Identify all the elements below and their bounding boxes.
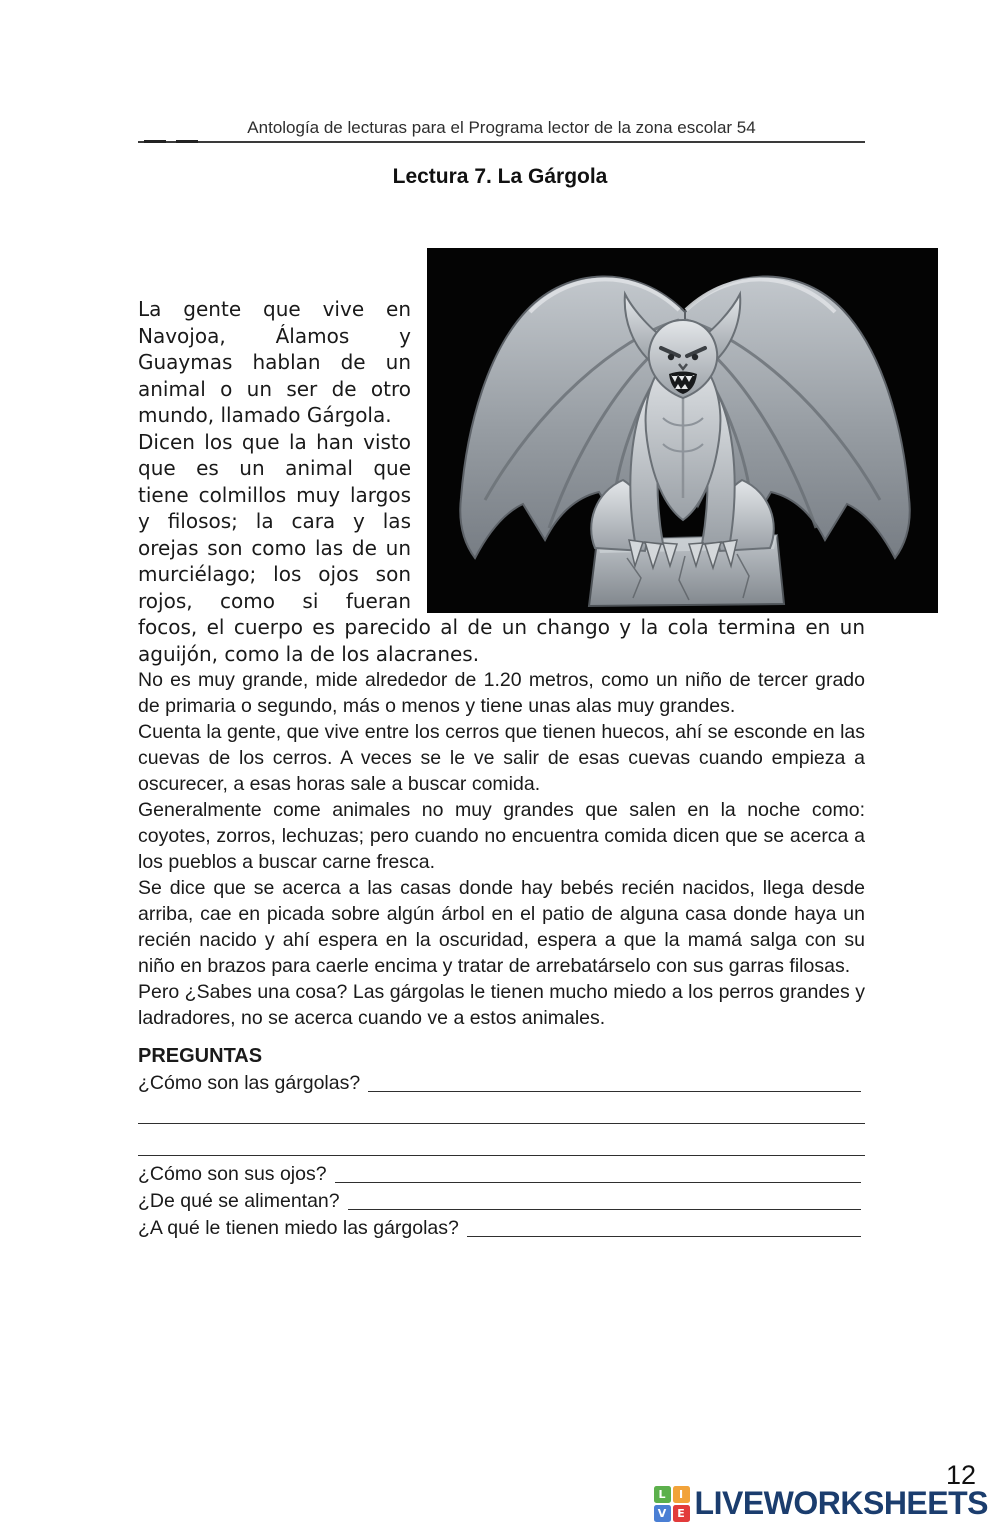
- question-label: ¿Cómo son sus ojos?: [138, 1163, 327, 1185]
- page-header: [138, 118, 865, 143]
- liveworksheets-logo-icon: [654, 1486, 690, 1522]
- question-row: [138, 1161, 865, 1188]
- reading-paragraph: Se dice que se acerca a las casas donde hay bebés recién nacidos, llega desde arriba, cae en picada sobre algún árbol en el patio de alguna casa donde haya un recién nacido y ahí espera en la oscuridad, espera a que la mamá salga con su niño en brazos para caerle encima y tratar de arrebatárselo con sus garras filosas.: [138, 877, 865, 977]
- logo-tile-l: L: [654, 1486, 671, 1503]
- answer-line[interactable]: [335, 1182, 861, 1183]
- header-text: Antología de lecturas para el Programa lector de la zona escolar 54: [247, 118, 756, 137]
- gargoyle-image: [427, 248, 938, 613]
- question-label: ¿De qué se alimentan?: [138, 1190, 340, 1212]
- page-number: 12: [945, 1460, 976, 1490]
- question-label: ¿Cómo son las gárgolas?: [138, 1072, 361, 1094]
- logo-tile-e: E: [673, 1505, 690, 1522]
- reading-paragraph: No es muy grande, mide alrededor de 1.20 metros, como un niño de tercer grado de primaria o segundo, más o menos y tiene unas alas muy grandes.: [138, 669, 865, 717]
- reading-text: [138, 296, 865, 1031]
- liveworksheets-logo-text: LIVEWORKSHEETS: [694, 1485, 988, 1521]
- questions-heading: PREGUNTAS: [138, 1045, 263, 1067]
- page-title: Lectura 7. La Gárgola: [392, 165, 608, 188]
- gargoyle-statue-illustration: [427, 248, 938, 613]
- answer-line[interactable]: [467, 1236, 861, 1237]
- question-row: [138, 1215, 865, 1242]
- liveworksheets-logo[interactable]: [654, 1485, 988, 1522]
- reading-paragraph: Generalmente come animales no muy grandes que salen en la noche como: coyotes, zorros, lechuzas; pero cuando no encuentra comida dicen que se acerca a los pueblos a buscar carne fresca.: [138, 799, 865, 873]
- answer-line[interactable]: [368, 1091, 861, 1092]
- reading-paragraph: Dicen los que la han visto que es un animal que tiene colmillos muy largos y filosos; la cara y las orejas son como las de un murciélago; los ojos son rojos, como si fueran focos, el cuerpo es parecido al de un chango y la cola termina en un aguijón, como la de los alacranes.: [138, 429, 865, 666]
- reading-paragraph: Pero ¿Sabes una cosa? Las gárgolas le tienen mucho miedo a los perros grandes y ladradores, no se acerca cuando ve a estos animales.: [138, 981, 865, 1029]
- question-label: ¿A qué le tienen miedo las gárgolas?: [138, 1217, 459, 1239]
- reading-paragraph: Cuenta la gente, que vive entre los cerros que tienen huecos, ahí se esconde en las cuevas de los cerros. A veces se le ve salir de esas cuevas cuando empieza a oscurecer, a esas horas sale a buscar comida.: [138, 721, 865, 795]
- question-row: [138, 1188, 865, 1215]
- reading-paragraph: La gente que vive en Navojoa, Álamos y Guaymas hablan de un animal o un ser de otro mundo, llamado Gárgola.: [138, 297, 411, 427]
- answer-extra-line[interactable]: [138, 1129, 865, 1156]
- logo-tile-i: I: [673, 1486, 690, 1503]
- header-dash-marks: [144, 140, 198, 143]
- answer-line[interactable]: [348, 1209, 861, 1210]
- answer-extra-line[interactable]: [138, 1097, 865, 1124]
- logo-tile-v: V: [654, 1505, 671, 1522]
- questions-section: [138, 1043, 865, 1242]
- question-row: [138, 1070, 865, 1097]
